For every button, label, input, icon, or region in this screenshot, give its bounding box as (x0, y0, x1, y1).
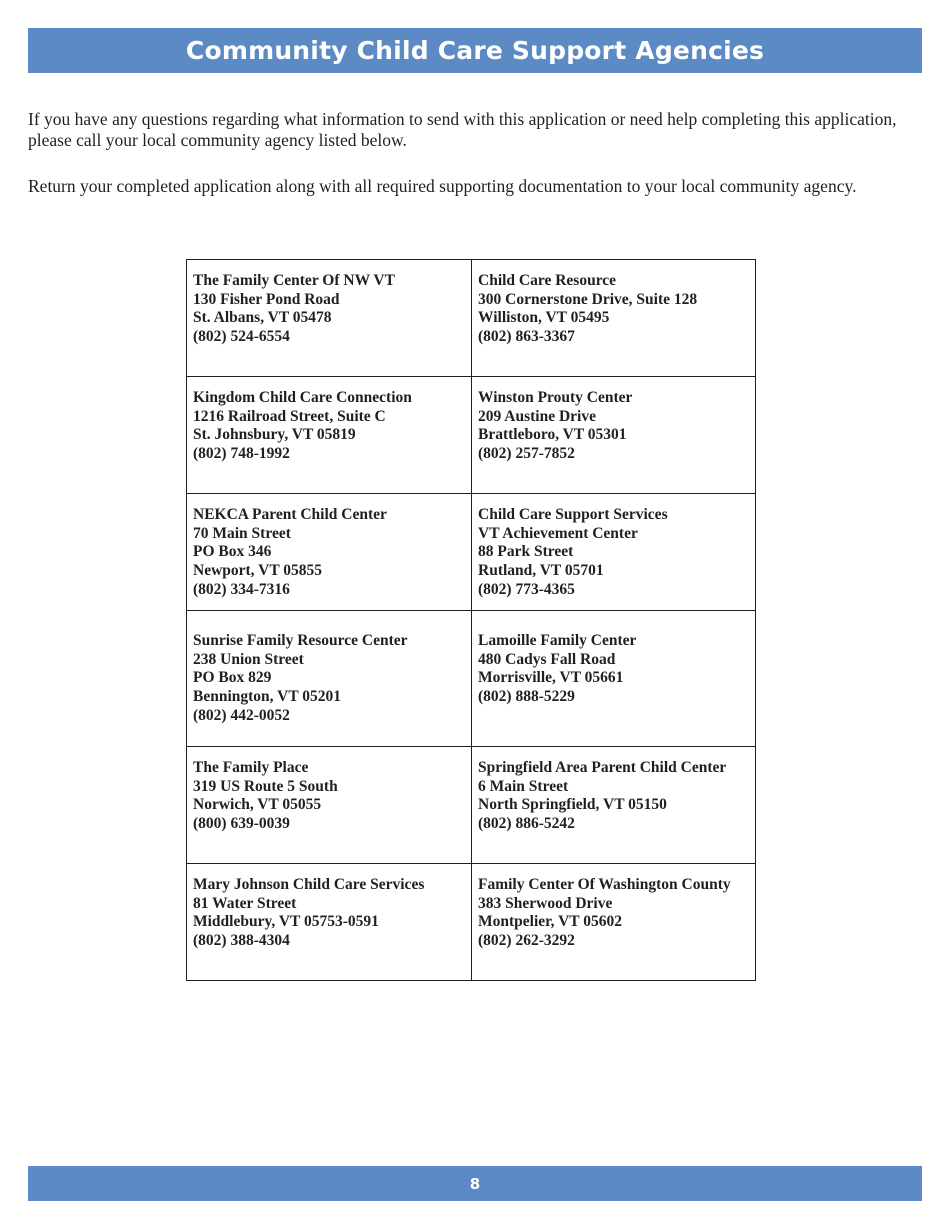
agency-address-line: (802) 442-0052 (193, 706, 290, 724)
agency-cell (187, 377, 472, 494)
agency-cell (472, 377, 756, 494)
agency-cell (472, 864, 756, 981)
table-row (187, 494, 756, 611)
agency-address-line: (802) 257-7852 (478, 445, 575, 463)
table-row (187, 747, 756, 864)
agency-address-line: Rutland, VT 05701 (478, 562, 604, 580)
agency-address-line: 383 Sherwood Drive (478, 894, 613, 912)
agency-name: Winston Prouty Center (478, 389, 633, 406)
agency-address-line: 88 Park Street (478, 543, 574, 561)
agency-cell (187, 260, 472, 377)
agency-address-line: Williston, VT 05495 (478, 309, 610, 327)
agency-address-line: Brattleboro, VT 05301 (478, 426, 627, 444)
agency-address-line: VT Achievement Center (478, 524, 638, 542)
table-row (187, 377, 756, 494)
agency-address-line: 6 Main Street (478, 777, 569, 795)
agency-address-line: 81 Water Street (193, 894, 297, 912)
agency-address-line: (802) 748-1992 (193, 445, 290, 463)
agency-address-line: Middlebury, VT 05753-0591 (193, 913, 379, 931)
intro-paragraph-return: Return your completed application along with all required supporting documentation to your local community agency. (28, 176, 857, 196)
agency-address-line: (802) 334-7316 (193, 580, 290, 598)
agency-cell (187, 494, 472, 611)
agency-address-line: Newport, VT 05855 (193, 562, 323, 580)
table-row (187, 611, 756, 747)
agency-name: Sunrise Family Resource Center (193, 632, 408, 649)
agency-address-line: St. Albans, VT 05478 (193, 309, 332, 327)
agency-address-line: Norwich, VT 05055 (193, 796, 322, 814)
agency-address-line: North Springfield, VT 05150 (478, 796, 667, 814)
agency-name: Child Care Resource (478, 272, 617, 289)
agency-directory-table (186, 259, 756, 981)
table-row (187, 864, 756, 981)
agency-address-line: (802) 388-4304 (193, 932, 290, 950)
agency-address-line: Montpelier, VT 05602 (478, 913, 622, 931)
page-title: Community Child Care Support Agencies (185, 36, 765, 65)
agency-cell (472, 611, 756, 747)
agency-address-line: Morrisville, VT 05661 (478, 669, 624, 687)
agency-name: Springfield Area Parent Child Center (478, 759, 727, 776)
agency-address-line: (802) 262-3292 (478, 932, 575, 950)
agency-cell (187, 611, 472, 747)
intro-paragraph-questions: If you have any questions regarding what information to send with this application or need help completing this application, please call your local community agency listed below. (28, 109, 897, 150)
agency-address-line: 480 Cadys Fall Road (478, 650, 616, 668)
agency-address-line: 130 Fisher Pond Road (193, 290, 340, 308)
agency-address-line: (802) 888-5229 (478, 688, 575, 706)
agency-address-line: 238 Union Street (193, 650, 304, 668)
agency-name: The Family Place (193, 759, 309, 776)
agency-name: Mary Johnson Child Care Services (193, 876, 425, 893)
agency-address-line: (802) 863-3367 (478, 328, 575, 346)
agency-name: Kingdom Child Care Connection (193, 389, 412, 406)
agency-address-line: St. Johnsbury, VT 05819 (193, 426, 356, 444)
header-banner (28, 28, 922, 73)
agency-address-line: 319 US Route 5 South (193, 777, 338, 795)
agency-cell (472, 747, 756, 864)
agency-name: Lamoille Family Center (478, 632, 637, 649)
agency-address-line: PO Box 829 (193, 669, 272, 687)
agency-cell (472, 260, 756, 377)
agency-cell (472, 494, 756, 611)
footer-banner (28, 1166, 922, 1201)
agency-name: NEKCA Parent Child Center (193, 506, 387, 523)
agency-cell (187, 747, 472, 864)
agency-address-line: 300 Cornerstone Drive, Suite 128 (478, 290, 698, 308)
agency-address-line: (802) 524-6554 (193, 328, 290, 346)
agency-address-line: Bennington, VT 05201 (193, 688, 342, 706)
agency-address-line: (800) 639-0039 (193, 815, 290, 833)
agency-name: Child Care Support Services (478, 506, 668, 523)
agency-address-line: 1216 Railroad Street, Suite C (193, 407, 386, 425)
agency-name: The Family Center Of NW VT (193, 272, 395, 289)
table-row (187, 260, 756, 377)
agency-cell (187, 864, 472, 981)
agency-address-line: (802) 773-4365 (478, 580, 575, 598)
agency-address-line: 209 Austine Drive (478, 407, 596, 425)
agency-address-line: (802) 886-5242 (478, 815, 575, 833)
page-number: 8 (469, 1174, 481, 1193)
agency-address-line: 70 Main Street (193, 524, 291, 542)
agency-address-line: PO Box 346 (193, 543, 272, 561)
agency-name: Family Center Of Washington County (478, 876, 731, 893)
